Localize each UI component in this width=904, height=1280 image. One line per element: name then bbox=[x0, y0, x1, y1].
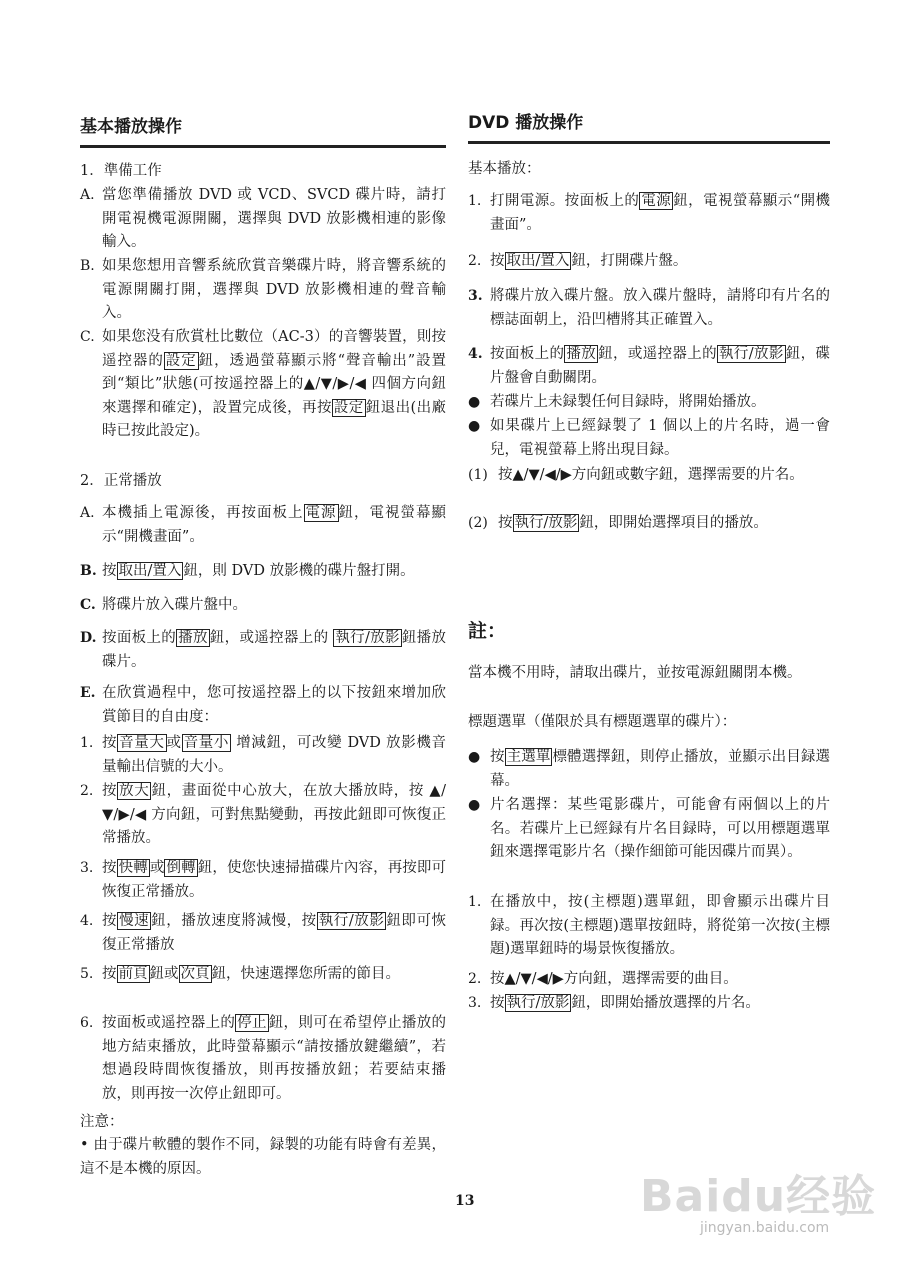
baidu-jingyan-watermark bbox=[640, 1160, 890, 1250]
item-label: 2. bbox=[468, 253, 482, 269]
text-segment: 在播放中，按(主標題)選單鈕，即會顯示出碟片目録。再次按(主標題)選單按鈕時，將從第一次按(主標題)選單鈕時的場景恢復播放。 bbox=[490, 894, 830, 957]
text-segment: 鈕即可恢復正常播放 bbox=[102, 913, 447, 953]
button-name-box: 音量大 bbox=[119, 735, 165, 751]
text-segment: 鈕，即開始播放選擇的片名。 bbox=[571, 995, 760, 1011]
text-segment: 鈕，則可在希望停止播放的地方結束播放，此時螢幕顯示“請按播放鍵繼續”，若想過段時間恢復播放，則再按播放鈕；若要結束播放，則再按一次停止鈕即可。 bbox=[102, 1015, 447, 1102]
paragraph bbox=[468, 464, 830, 488]
item-label: C. bbox=[80, 597, 96, 613]
button-name-box: 執行/放影 bbox=[719, 346, 784, 362]
button-name-box: 執行/放影 bbox=[318, 913, 385, 929]
watermark-url: jingyan.baidu.com bbox=[700, 1220, 830, 1236]
text-segment: 當您準備播放 DVD 或 VCD、SVCD 碟片時，請打開電視機電源開關，選擇與 DVD 放影機相連的影像輸入。 bbox=[102, 187, 446, 250]
button-name-box: 電源 bbox=[305, 505, 337, 521]
button-name-box: 快轉 bbox=[118, 860, 148, 876]
paragraph bbox=[80, 780, 446, 851]
paragraph bbox=[468, 662, 830, 686]
paragraph bbox=[80, 1012, 446, 1106]
button-name-box: 停止 bbox=[237, 1015, 267, 1031]
paragraph bbox=[468, 746, 830, 793]
item-label: B. bbox=[80, 258, 95, 274]
text-segment: 按 bbox=[102, 966, 117, 982]
text-segment: 1．準備工作 bbox=[80, 163, 162, 179]
paragraph bbox=[80, 732, 446, 779]
button-name-box: 取出/置入 bbox=[506, 253, 570, 269]
text-segment: 鈕，則 DVD 放影機的碟片盤打開。 bbox=[183, 563, 415, 579]
paragraph bbox=[468, 158, 830, 182]
button-name-box: 設定 bbox=[165, 352, 197, 369]
text-segment: 鈕，透過螢幕顯示將“聲音輸出”設置到“類比”狀態(可按遥控器上的▲/▼/▶/◀ 四個方向鈕來選擇和確定)，設置完成後，再按 bbox=[102, 352, 447, 416]
item-label: (1) bbox=[468, 467, 488, 483]
text-segment: 按 bbox=[102, 563, 117, 579]
watermark-logo: Baidu经验 bbox=[640, 1171, 877, 1222]
item-label: (2) bbox=[468, 515, 488, 531]
paragraph bbox=[468, 285, 830, 332]
item-label: A. bbox=[80, 505, 95, 521]
item-label: ● bbox=[468, 418, 481, 434]
paragraph bbox=[80, 594, 446, 618]
paragraph bbox=[80, 184, 446, 255]
text-segment: 按 bbox=[490, 995, 505, 1011]
text-segment: 標體選擇鈕，則停止播放，並顯示出目録選幕。 bbox=[490, 749, 831, 789]
text-segment: 或 bbox=[166, 735, 182, 751]
paragraph bbox=[468, 711, 830, 735]
paragraph bbox=[468, 415, 830, 462]
button-name-box: 執行/放影 bbox=[514, 515, 578, 531]
paragraph bbox=[468, 190, 830, 237]
text-segment: 按面板上的 bbox=[102, 630, 177, 646]
paragraph bbox=[468, 794, 830, 865]
button-name-box: 慢速 bbox=[119, 913, 150, 929]
text-segment: 鈕，快速選擇您所需的節目。 bbox=[211, 966, 400, 982]
section-heading-dvd-playback: DVD 播放操作 bbox=[468, 108, 830, 144]
text-segment: 按▲/▼/◀/▶方向鈕，選擇需要的曲目。 bbox=[490, 971, 738, 987]
button-name-box: 次頁 bbox=[180, 966, 210, 982]
text-segment: 將碟片放入碟片盤。放入碟片盤時，請將印有片名的標誌面朝上，沿凹槽將其正確置入。 bbox=[490, 288, 830, 328]
paragraph bbox=[468, 620, 830, 644]
paragraph bbox=[468, 343, 830, 390]
text-segment: 按▲/▼/◀/▶方向鈕或數字鈕，選擇需要的片名。 bbox=[498, 467, 804, 483]
item-label: D. bbox=[80, 630, 97, 646]
button-name-box: 主選單 bbox=[506, 749, 551, 765]
item-label: ● bbox=[468, 749, 481, 765]
text-segment: 本機插上電源後，再按面板上 bbox=[102, 505, 304, 521]
paragraph bbox=[80, 1111, 446, 1135]
item-label: B. bbox=[80, 563, 97, 579]
item-label: C. bbox=[80, 329, 95, 345]
text-segment: 按 bbox=[102, 783, 118, 799]
text-segment: 鈕，或遥控器上的 bbox=[209, 630, 334, 646]
text-segment: 如果您没有欣賞杜比數位（AC-3）的音響裝置，則按遥控器的 bbox=[102, 329, 446, 369]
button-name-box: 設定 bbox=[333, 399, 364, 416]
item-label: ● bbox=[468, 797, 481, 813]
item-label: 1. bbox=[468, 894, 482, 910]
paragraph bbox=[80, 502, 446, 549]
text-segment: 增減鈕，可改變 DVD 放影機音量輸出信號的大小。 bbox=[102, 735, 447, 775]
text-segment: 鈕，或遥控器上的 bbox=[598, 346, 718, 362]
text-segment: 鈕退出(出廠時已按此設定)。 bbox=[102, 399, 446, 439]
paragraph bbox=[80, 1134, 446, 1181]
text-segment: 鈕，碟片盤會自動關閉。 bbox=[490, 346, 831, 386]
text-segment: 鈕，電視螢幕顯示“開機畫面”。 bbox=[490, 193, 831, 233]
text-segment: 2．正常播放 bbox=[80, 473, 162, 489]
text-segment: 鈕播放碟片。 bbox=[102, 630, 447, 670]
item-label: 2. bbox=[80, 783, 94, 799]
paragraph bbox=[80, 160, 446, 184]
button-name-box: 播放 bbox=[178, 630, 208, 646]
text-segment: 鈕，即開始選擇項目的播放。 bbox=[579, 515, 768, 531]
text-segment: 標題選單（僅限於具有標題選單的碟片）： bbox=[468, 714, 737, 730]
button-name-box: 倒轉 bbox=[166, 860, 196, 876]
button-name-box: 音量小 bbox=[183, 735, 230, 751]
item-label: 6. bbox=[80, 1015, 94, 1031]
button-name-box: 前頁 bbox=[118, 966, 148, 982]
item-label: 1. bbox=[468, 193, 482, 209]
item-label: 4. bbox=[468, 346, 483, 362]
text-segment: 將碟片放入碟片盤中。 bbox=[102, 597, 247, 613]
item-label: A. bbox=[80, 187, 95, 203]
text-segment: 按面板上的 bbox=[490, 346, 565, 362]
paragraph bbox=[80, 255, 446, 326]
paragraph bbox=[80, 326, 446, 444]
text-segment: 按 bbox=[490, 253, 505, 269]
text-segment: 注意： bbox=[80, 1114, 124, 1130]
button-name-box: 電源 bbox=[641, 193, 672, 209]
paragraph bbox=[468, 992, 830, 1016]
button-name-box: 放大 bbox=[119, 783, 150, 799]
text-segment: 按 bbox=[102, 735, 118, 751]
item-label: 2. bbox=[468, 971, 482, 987]
text-segment: 註： bbox=[468, 620, 507, 642]
text-segment: 當本機不用時，請取出碟片，並按電源鈕關閉本機。 bbox=[468, 665, 802, 681]
text-segment: • 由于碟片軟體的製作不同，録製的功能有時會有差異，這不是本機的原因。 bbox=[80, 1137, 446, 1177]
paragraph bbox=[468, 512, 830, 536]
text-segment: 鈕，畫面從中心放大，在放大播放時，按 ▲/▼/▶/◀ 方向鈕，可對焦點變動，再按此鈕即可恢復正常播放。 bbox=[102, 783, 447, 846]
item-label: 4. bbox=[80, 913, 94, 929]
button-name-box: 播放 bbox=[566, 346, 597, 362]
text-segment: 鈕，播放速度將減慢，按 bbox=[151, 913, 317, 929]
button-name-box: 取出/置入 bbox=[118, 563, 182, 579]
item-label: ● bbox=[468, 394, 481, 410]
paragraph bbox=[80, 560, 446, 584]
text-segment: 基本播放： bbox=[468, 161, 541, 177]
text-segment: 鈕，使您快速掃描碟片內容，再按即可恢復正常播放。 bbox=[102, 860, 447, 900]
text-segment: 按 bbox=[102, 913, 118, 929]
text-segment: 或 bbox=[149, 860, 165, 876]
section-heading-basic-operation: 基本播放操作 bbox=[80, 112, 446, 148]
paragraph bbox=[468, 891, 830, 962]
item-label: 3. bbox=[80, 860, 94, 876]
item-label: 1. bbox=[80, 735, 94, 751]
text-segment: 按 bbox=[490, 749, 505, 765]
text-segment: 在欣賞過程中，您可按遥控器上的以下按鈕來增加欣賞節目的自由度： bbox=[102, 685, 446, 725]
item-label: 5. bbox=[80, 966, 94, 982]
item-label: 3. bbox=[468, 288, 483, 304]
paragraph bbox=[468, 968, 830, 992]
text-segment: 若碟片上未録製任何目録時，將開始播放。 bbox=[490, 394, 766, 410]
item-label: E. bbox=[80, 685, 96, 701]
button-name-box: 執行/放影 bbox=[335, 630, 400, 646]
paragraph bbox=[80, 857, 446, 904]
text-segment: 鈕，打開碟片盤。 bbox=[571, 253, 688, 269]
text-segment: 按 bbox=[498, 515, 513, 531]
text-segment: 片名選擇：某些電影碟片，可能會有兩個以上的片名。若碟片上已經録有片名目録時，可以用標題選單鈕來選擇電影片名（操作細節可能因碟片而異）。 bbox=[490, 797, 830, 860]
paragraph bbox=[468, 391, 830, 415]
paragraph bbox=[80, 963, 446, 987]
paragraph bbox=[468, 250, 830, 274]
paragraph bbox=[80, 910, 446, 957]
paragraph bbox=[80, 470, 446, 494]
text-segment: 按 bbox=[102, 860, 117, 876]
paragraph bbox=[80, 627, 446, 674]
text-segment: 打開電源。按面板上的 bbox=[490, 193, 640, 209]
text-segment: 鈕或 bbox=[149, 966, 179, 982]
text-segment: 如果您想用音響系統欣賞音樂碟片時，將音響系統的電源開關打開，選擇與 DVD 放影機相連的聲音輸入。 bbox=[102, 258, 446, 321]
text-segment: 按面板或遥控器上的 bbox=[102, 1015, 236, 1031]
text-segment: 鈕，電視螢幕顯示“開機畫面”。 bbox=[102, 505, 446, 545]
item-label: 3. bbox=[468, 995, 482, 1011]
text-segment: 如果碟片上已經録製了 1 個以上的片名時，過一會兒，電視螢幕上將出現目録。 bbox=[490, 418, 830, 458]
page-number: 13 bbox=[455, 1193, 475, 1209]
paragraph bbox=[80, 682, 446, 729]
button-name-box: 執行/放影 bbox=[506, 995, 570, 1011]
